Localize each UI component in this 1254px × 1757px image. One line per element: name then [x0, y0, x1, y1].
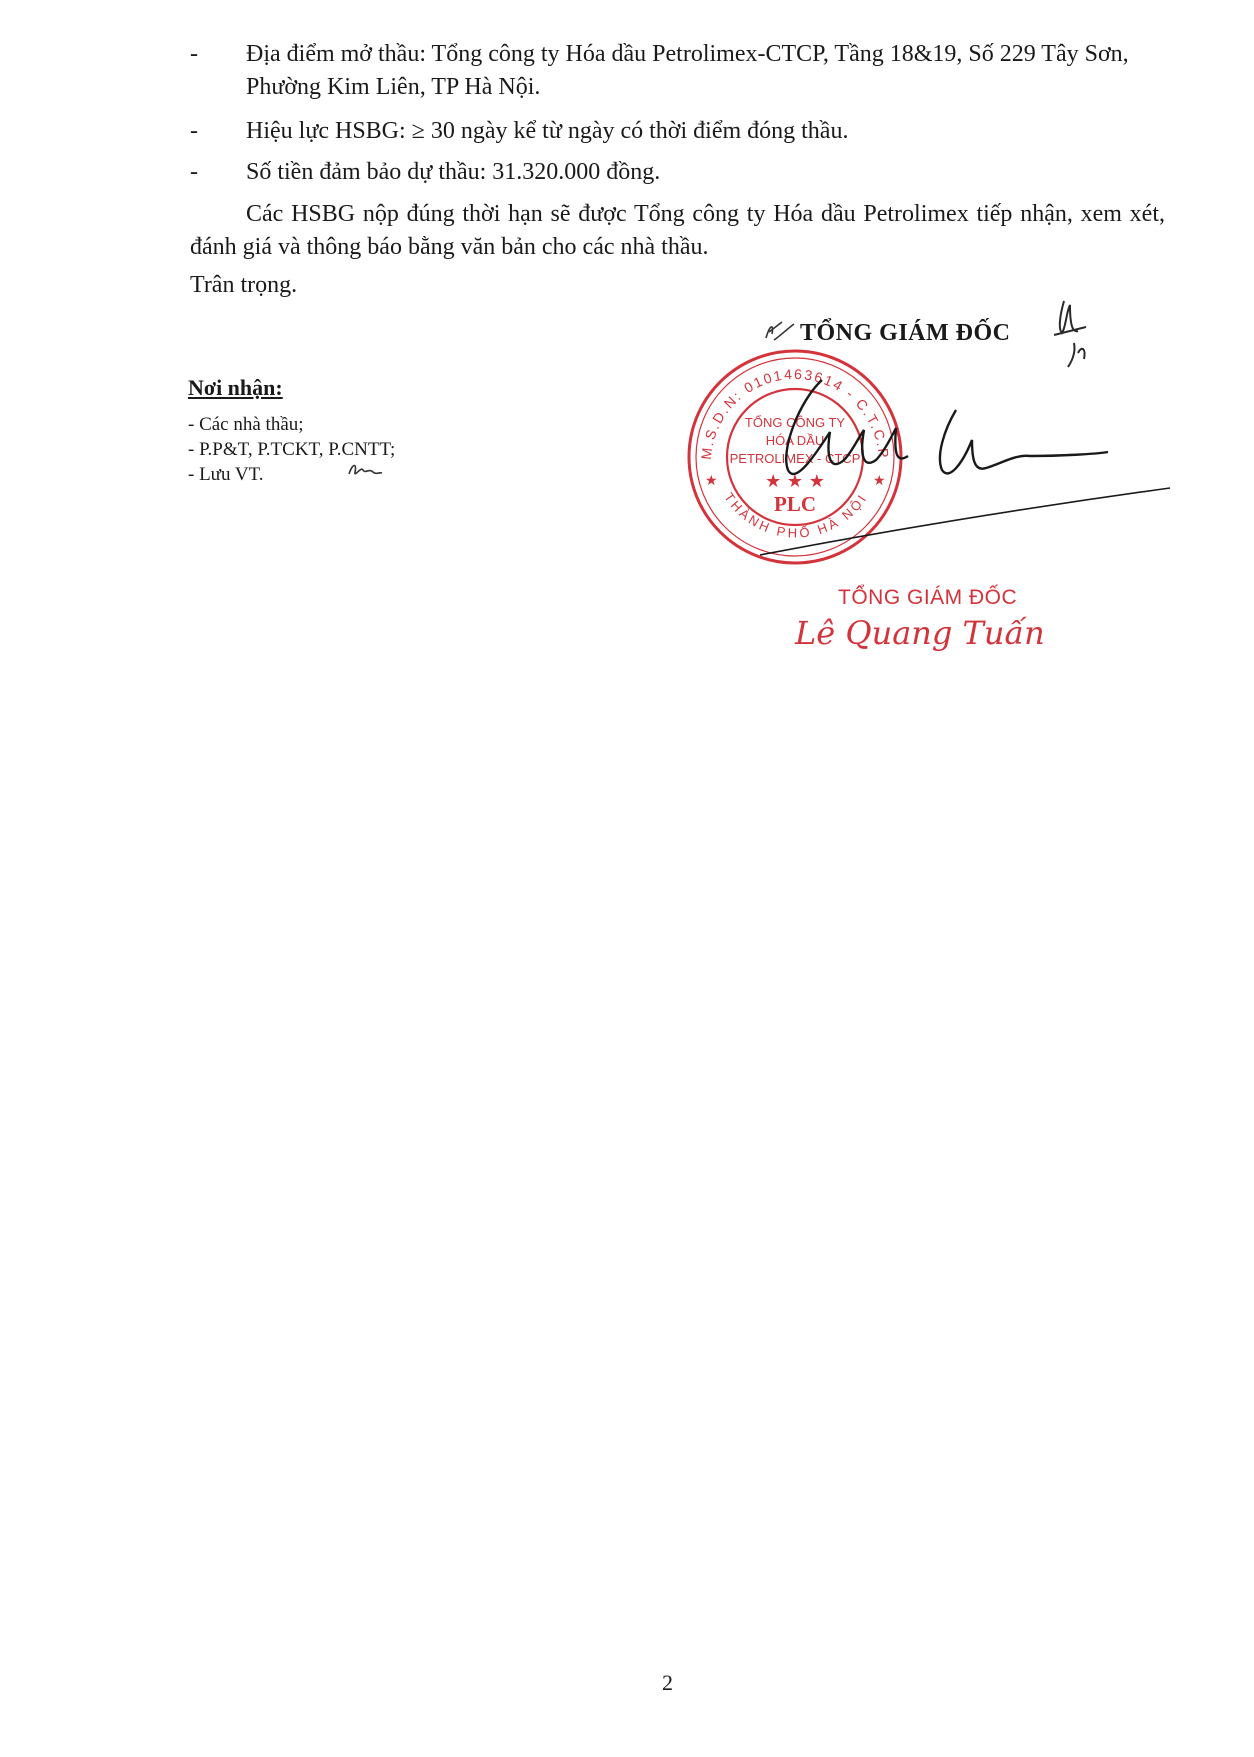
closing-line: Trân trọng.	[190, 272, 298, 298]
recipient-item: - P.P&T, P.TCKT, P.CNTT;	[188, 439, 396, 460]
handwritten-signature	[760, 360, 1180, 570]
svg-text:HÓA DẦU: HÓA DẦU	[765, 433, 825, 448]
signature-title: TỔNG GIÁM ĐỐC	[800, 320, 1011, 346]
svg-text:★: ★	[873, 473, 886, 489]
bullet-text: Số tiền đảm bảo dự thầu: 31.320.000 đồng.	[246, 159, 661, 185]
bullet-dash: -	[190, 118, 198, 144]
bullet-dash: -	[190, 41, 198, 67]
recipient-item: - Lưu VT.	[188, 464, 264, 485]
recipient-item: - Các nhà thầu;	[188, 414, 304, 435]
title-initial-mark-right	[1050, 295, 1098, 370]
svg-text:★ ★ ★: ★ ★ ★	[765, 471, 825, 492]
bullet-dash: -	[190, 159, 198, 185]
svg-text:PLC: PLC	[774, 492, 816, 516]
bullet-text: Hiệu lực HSBG: ≥ 30 ngày kể từ ngày có thời điểm đóng thầu.	[246, 118, 849, 144]
page-number: 2	[662, 1670, 673, 1695]
svg-text:TỔNG CÔNG TY: TỔNG CÔNG TY	[744, 415, 846, 430]
title-initial-mark	[760, 318, 800, 346]
svg-text:★: ★	[705, 473, 718, 489]
bullet-text: Địa điểm mở thầu: Tổng công ty Hóa dầu Petrolimex-CTCP, Tầng 18&19, Số 229 Tây Sơn, Phường Kim Liên, TP Hà Nội.	[246, 41, 1129, 100]
signer-name: Lê Quang Tuấn	[795, 614, 1045, 652]
svg-text:M.S.D.N: 0101463614 - C.T.C.P: M.S.D.N: 0101463614 - C.T.C.P	[697, 365, 893, 461]
svg-text:THÀNH PHỐ HÀ NỘI: THÀNH PHỐ HÀ NỘI	[721, 489, 871, 541]
svg-text:PETROLIMEX - CTCP: PETROLIMEX - CTCP	[729, 451, 861, 466]
signer-title: TỔNG GIÁM ĐỐC	[838, 586, 1018, 609]
recipients-title: Nơi nhận:	[188, 375, 283, 400]
body-paragraph-text: Các HSBG nộp đúng thời hạn sẽ được Tổng công ty Hóa dầu Petrolimex tiếp nhận, xem xét, đánh giá và thông báo bằng văn bản cho các nhà thầu.	[190, 201, 1165, 260]
initials-mark	[345, 460, 385, 484]
body-paragraph	[190, 198, 1165, 264]
